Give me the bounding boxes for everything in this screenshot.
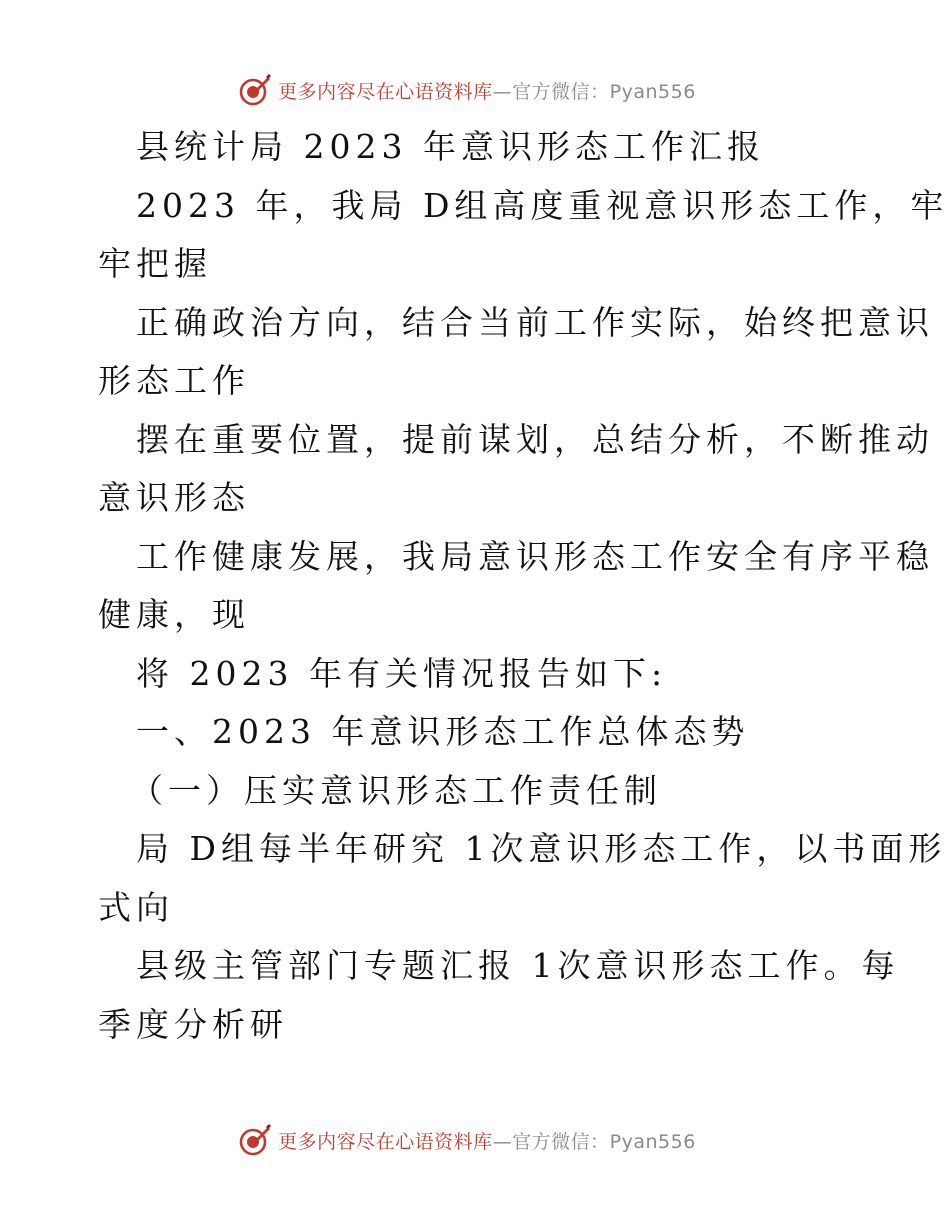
banner-text — [278, 77, 696, 104]
pen-logo-icon — [238, 1123, 272, 1157]
paragraph-line: 牢把握 — [98, 244, 212, 283]
paragraph-line: 意识形态 — [98, 478, 250, 517]
paragraph-line: 式向 — [98, 887, 174, 927]
paragraph-line: 2023 年，我局 D组高度重视意识形态工作，牢 — [136, 185, 949, 225]
footer-banner — [0, 1120, 950, 1160]
banner-separator: — — [492, 1130, 513, 1153]
header-banner — [0, 70, 950, 110]
paragraph-line: 季度分析研 — [98, 1004, 288, 1044]
document-title: 县统计局 2023 年意识形态工作汇报 — [136, 127, 765, 166]
banner-separator: — — [492, 80, 513, 103]
banner-wechat-text: 官方微信：Pyan556 — [512, 80, 696, 103]
banner-text — [278, 1127, 696, 1154]
paragraph-line: 局 D组每半年研究 1次意识形态工作，以书面形 — [136, 829, 947, 868]
banner-main-text: 更多内容尽在心语资料库 — [278, 1130, 493, 1153]
banner-wechat-text: 官方微信：Pyan556 — [512, 1130, 696, 1153]
paragraph-line: 形态工作 — [98, 361, 250, 400]
paragraph-line: 正确政治方向，结合当前工作实际，始终把意识 — [136, 302, 934, 342]
paragraph-line: 工作健康发展，我局意识形态工作安全有序平稳 — [136, 536, 934, 576]
paragraph-line: 将 2023 年有关情况报告如下: — [136, 653, 668, 693]
pen-logo-icon — [238, 73, 272, 107]
section-heading: 一、2023 年意识形态工作总体态势 — [136, 712, 750, 751]
paragraph-line: 县级主管部门专题汇报 1次意识形态工作。每 — [136, 946, 900, 985]
banner-main-text: 更多内容尽在心语资料库 — [278, 80, 493, 103]
document-body — [98, 118, 949, 1054]
subsection-heading: （一）压实意识形态工作责任制 — [130, 770, 662, 810]
paragraph-line: 摆在重要位置，提前谋划，总结分析，不断推动 — [136, 419, 934, 459]
paragraph-line: 健康，现 — [98, 595, 250, 634]
